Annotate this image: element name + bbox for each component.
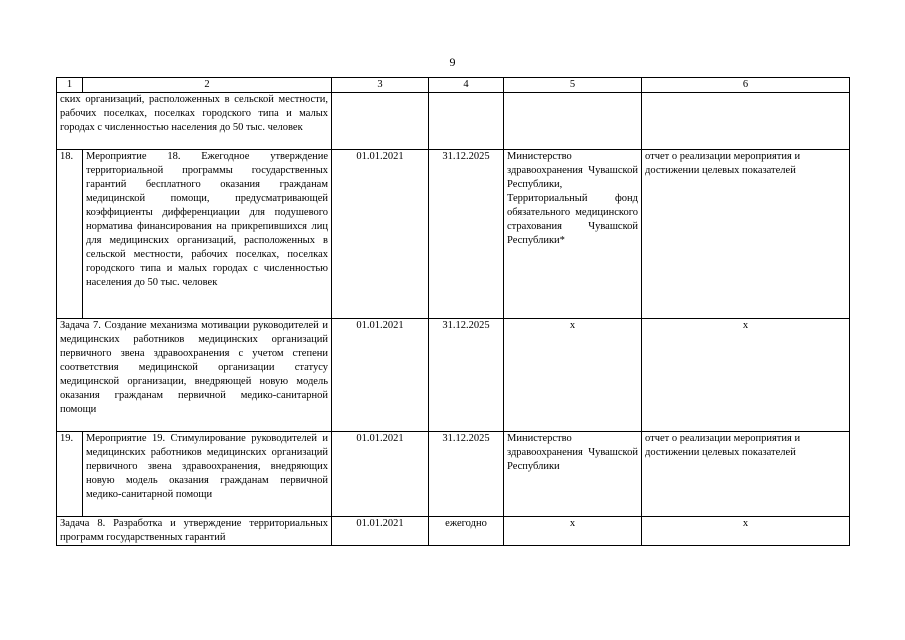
end-date: ежегодно xyxy=(429,517,504,546)
start-date: 01.01.2021 xyxy=(332,432,429,517)
task-description xyxy=(57,517,332,546)
table-row xyxy=(57,432,850,517)
task-description-text: Задача 8. Разработка и утверждение территориальных программ государственных гарантий xyxy=(60,518,328,543)
table-row xyxy=(57,93,850,150)
expected-result: х xyxy=(642,517,850,546)
start-date-cell xyxy=(332,93,429,150)
expected-result: отчет о реализации мероприятия и достижении целевых показателей xyxy=(642,150,850,319)
responsible-cell xyxy=(504,93,642,150)
end-date: 31.12.2025 xyxy=(429,319,504,432)
start-date: 01.01.2021 xyxy=(332,517,429,546)
table-row xyxy=(57,517,850,546)
measure-description: Мероприятие 18. Ежегодное утверждение территориальной программы государственных гарантий бесплатного оказания гражданам медицинской помощи, предусматривающей коэффициенты дифференциации для подушевого норматива финансирования на прикрепившихся лиц для медицинских организаций, расположенных в сельской местности, рабочих поселках, поселках городского типа и малых городах с численностью населения до 50 тыс. человек xyxy=(83,150,332,319)
end-date: 31.12.2025 xyxy=(429,150,504,319)
start-date: 01.01.2021 xyxy=(332,150,429,319)
row-number: 19. xyxy=(57,432,83,517)
header-cell-5: 5 xyxy=(504,78,642,93)
table-row xyxy=(57,319,850,432)
end-date: 31.12.2025 xyxy=(429,432,504,517)
task-description: Задача 7. Создание механизма мотивации руководителей и медицинских работников медицинских организаций первичного звена здравоохранения с учетом степени соответствия медицинской организации статусу медицинской организации, внедряющей новую модель оказания гражданам первичной медико-санитарной помощи xyxy=(57,319,332,432)
header-cell-3: 3 xyxy=(332,78,429,93)
responsible-executor: Министерство здравоохранения Чувашской Республики xyxy=(504,432,642,517)
start-date: 01.01.2021 xyxy=(332,319,429,432)
header-cell-4: 4 xyxy=(429,78,504,93)
header-row xyxy=(57,78,850,93)
header-cell-2: 2 xyxy=(83,78,332,93)
end-date-cell xyxy=(429,93,504,150)
responsible-executor: Министерство здравоохранения Чувашской Республики, Территориальный фонд обязательного медицинского страхования Чувашской Республики* xyxy=(504,150,642,319)
continuation-text: ских организаций, расположенных в сельской местности, рабочих поселках, поселках городского типа и малых городах с численностью населения до 50 тыс. человек xyxy=(57,93,332,150)
plan-table xyxy=(56,77,850,546)
header-cell-6: 6 xyxy=(642,78,850,93)
page-number: 9 xyxy=(449,55,456,69)
responsible-executor: х xyxy=(504,319,642,432)
expected-result: отчет о реализации мероприятия и достижении целевых показателей xyxy=(642,432,850,517)
measure-description: Мероприятие 19. Стимулирование руководителей и медицинских работников медицинских организаций первичного звена здравоохранения, внедряющих новую модель оказания гражданам первичной медико-санитарной помощи xyxy=(83,432,332,517)
header-cell-1: 1 xyxy=(57,78,83,93)
row-number: 18. xyxy=(57,150,83,319)
result-cell xyxy=(642,93,850,150)
table-row xyxy=(57,150,850,319)
expected-result: х xyxy=(642,319,850,432)
responsible-executor: х xyxy=(504,517,642,546)
